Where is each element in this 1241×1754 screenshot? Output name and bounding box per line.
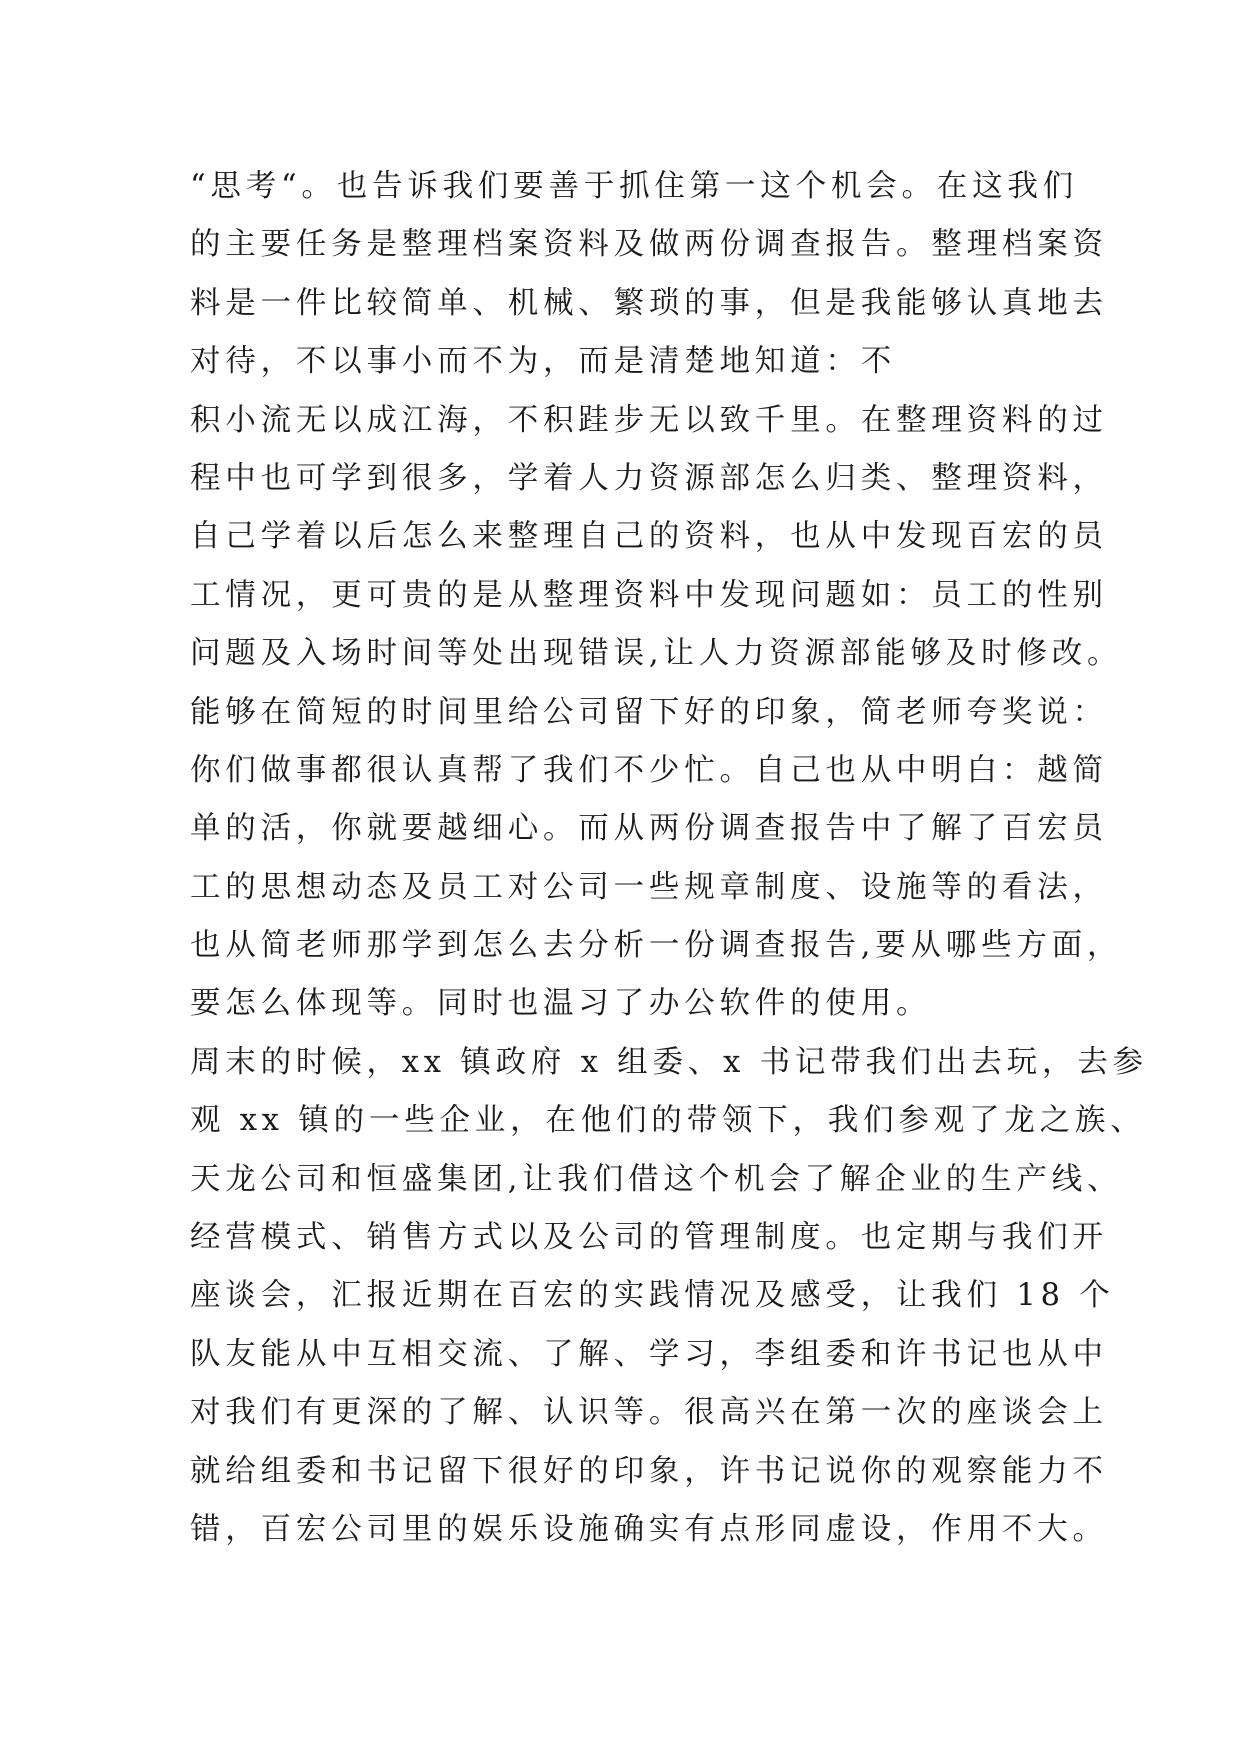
text-line: “思考“。也告诉我们要善于抓住第一这个机会。在这我们 bbox=[190, 169, 1078, 204]
text-line: 对我们有更深的了解、认识等。很高兴在第一次的座谈会上 bbox=[190, 1395, 1108, 1431]
text-line: 工的思想动态及员工对公司一些规章制度、设施等的看法， bbox=[190, 869, 1108, 905]
text-line: 错，百宏公司里的娱乐设施确实有点形同虚设，作用不大。 bbox=[190, 1511, 1108, 1547]
text-line: 工情况，更可贵的是从整理资料中发现问题如：员工的性别 bbox=[190, 577, 1108, 613]
text-line: 观 xx 镇的一些企业，在他们的带领下，我们参观了龙之族、 bbox=[190, 1103, 1146, 1139]
text-line: 周末的时候，xx 镇政府 x 组委、x 书记带我们出去玩，去参 bbox=[190, 1044, 1148, 1080]
text-line: 对待，不以事小而不为，而是清楚地知道：不 bbox=[190, 344, 896, 380]
text-line: 能够在简短的时间里给公司留下好的印象，简老师夸奖说： bbox=[190, 694, 1108, 730]
text-line: 的主要任务是整理档案资料及做两份调查报告。整理档案资 bbox=[190, 227, 1108, 263]
text-line: 经营模式、销售方式以及公司的管理制度。也定期与我们开 bbox=[190, 1220, 1108, 1256]
text-line: 单的活，你就要越细心。而从两份调查报告中了解了百宏员 bbox=[190, 811, 1108, 847]
text-line: 你们做事都很认真帮了我们不少忙。自己也从中明白：越简 bbox=[190, 752, 1108, 788]
text-line: 队友能从中互相交流、了解、学习，李组委和许书记也从中 bbox=[190, 1336, 1108, 1372]
text-line: 天龙公司和恒盛集团,让我们借这个机会了解企业的生产线、 bbox=[190, 1161, 1123, 1197]
text-line: 就给组委和书记留下很好的印象，许书记说你的观察能力不 bbox=[190, 1453, 1108, 1489]
text-line: 也从简老师那学到怎么去分析一份调查报告,要从哪些方面， bbox=[190, 928, 1123, 964]
text-line: 程中也可学到很多，学着人力资源部怎么归类、整理资料， bbox=[190, 460, 1108, 496]
text-line: 积小流无以成江海，不积跬步无以致千里。在整理资料的过 bbox=[190, 402, 1108, 438]
text-line: 座谈会，汇报近期在百宏的实践情况及感受，让我们 18 个 bbox=[190, 1278, 1115, 1314]
text-line: 自己学着以后怎么来整理自己的资料，也从中发现百宏的员 bbox=[190, 519, 1108, 555]
text-line: 料是一件比较简单、机械、繁琐的事，但是我能够认真地去 bbox=[190, 285, 1108, 321]
text-line: 要怎么体现等。同时也温习了办公软件的使用。 bbox=[190, 986, 932, 1022]
body-text bbox=[190, 158, 1148, 1559]
text-line: 问题及入场时间等处出现错误,让人力资源部能够及时修改。 bbox=[190, 636, 1123, 672]
